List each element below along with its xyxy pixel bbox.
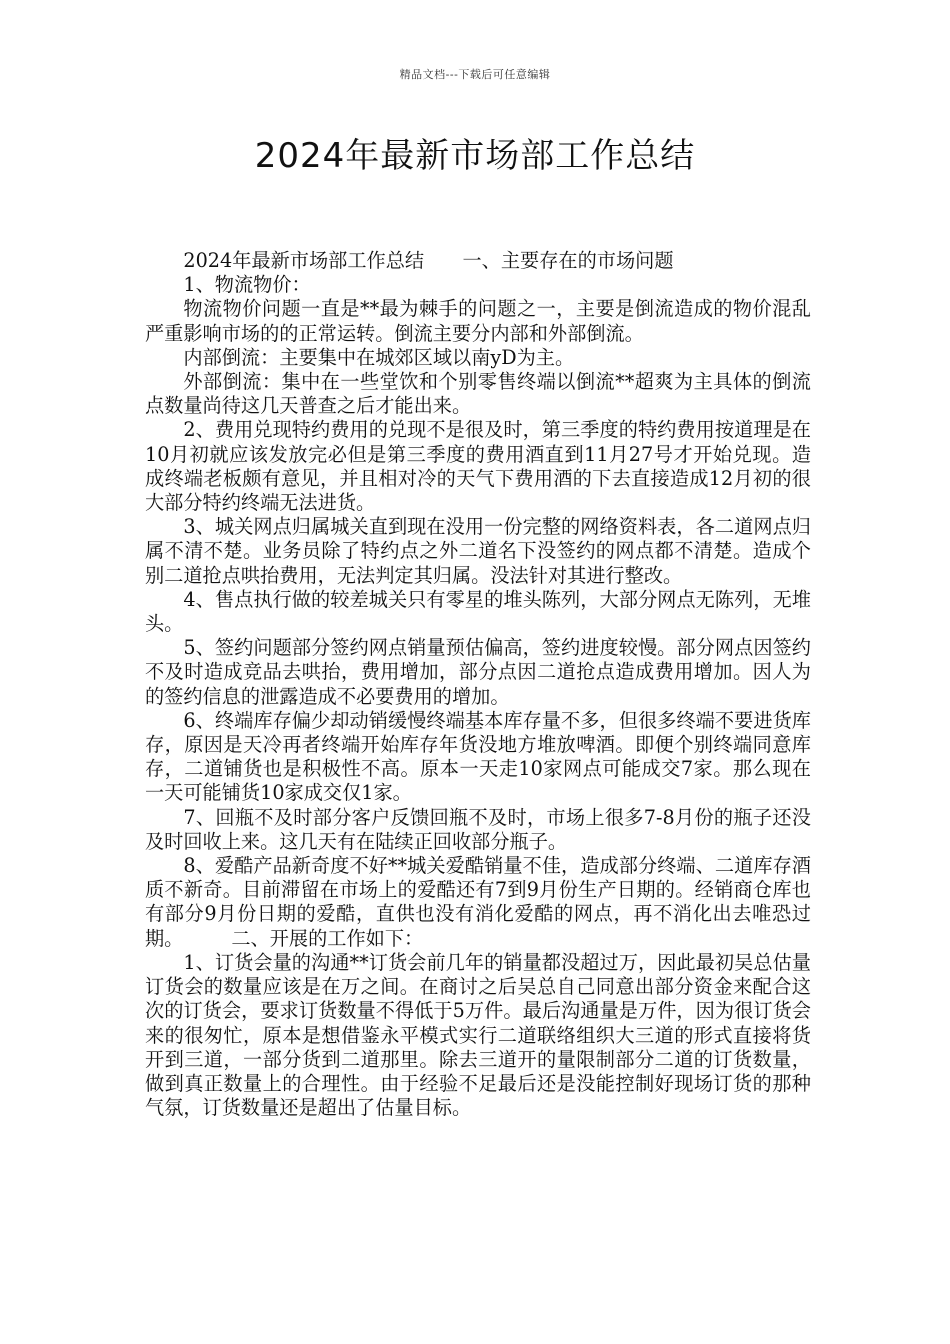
body-paragraph: 7、回瓶不及时部分客户反馈回瓶不及时，市场上很多7-8月份的瓶子还没及时回收上来。这几天有在陆续正回收部分瓶子。 xyxy=(145,805,811,853)
body-paragraph: 物流物价问题一直是**最为棘手的问题之一，主要是倒流造成的物价混乱严重影响市场的的正常运转。倒流主要分内部和外部倒流。 xyxy=(145,297,811,345)
page-header-note: 精品文档---下载后可任意编辑 xyxy=(399,68,551,81)
body-paragraph: 8、爱酷产品新奇度不好**城关爱酷销量不佳，造成部分终端、二道库存酒质不新奇。目前滞留在市场上的爱酷还有7到9月份生产日期的。经销商仓库也有部分9月份日期的爱酷，直供也没有消化爱酷的网点，再不消化出去唯恐过期。 二、开展的工作如下： xyxy=(145,854,811,950)
document-body xyxy=(145,249,811,1120)
body-paragraph: 4、售点执行做的较差城关只有零星的堆头陈列，大部分网点无陈列，无堆头。 xyxy=(145,587,811,636)
body-paragraph: 2、费用兑现特约费用的兑现不是很及时，第三季度的特约费用按道理是在10月初就应该发放完必但是第三季度的费用酒直到11月27号才开始兑现。造成终端老板颇有意见，并且相对冷的天气下费用酒的下去直接造成12月初的很大部分特约终端无法进货。 xyxy=(145,418,811,515)
body-paragraph: 3、城关网点归属城关直到现在没用一份完整的网络资料表，各二道网点归属不清不楚。业务员除了特约点之外二道名下没签约的网点都不清楚。造成个别二道抢点哄抬费用，无法判定其归属。没法针对其进行整改。 xyxy=(145,515,811,587)
body-paragraph: 1、订货会量的沟通**订货会前几年的销量都没超过万，因此最初吴总估量订货会的数量应该是在万之间。在商讨之后吴总自己同意出部分资金来配合这次的订货会，要求订货数量不得低于5万件。最后沟通量是万件，因为很订货会来的很匆忙，原本是想借鉴永平模式实行二道联络组织大三道的形式直接将货开到三道，一部分货到二道那里。除去三道开的量限制部分二道的订货数量，做到真正数量上的合理性。由于经验不足最后还是没能控制好现场订货的那种气氛，订货数量还是超出了估量目标。 xyxy=(145,950,811,1120)
body-paragraph: 6、终端库存偏少却动销缓慢终端基本库存量不多，但很多终端不要进货库存，原因是天冷再者终端开始库存年货没地方堆放啤酒。即便个别终端同意库存，二道铺货也是积极性不高。原本一天走10家网点可能成交7家。那么现在一天可能铺货10家成交仅1家。 xyxy=(145,708,811,805)
body-paragraph: 2024年最新市场部工作总结 一、主要存在的市场问题 xyxy=(183,249,674,272)
body-paragraph: 外部倒流：集中在一些堂饮和个别零售终端以倒流**超爽为主具体的倒流点数量尚待这几天普查之后才能出来。 xyxy=(145,370,811,418)
body-paragraph: 5、签约问题部分签约网点销量预估偏高，签约进度较慢。部分网点因签约不及时造成竞品去哄抬，费用增加，部分点因二道抢点造成费用增加。因人为的签约信息的泄露造成不必要费用的增加。 xyxy=(145,636,811,708)
document-title: 2024年最新市场部工作总结 xyxy=(254,136,696,176)
body-paragraph: 内部倒流：主要集中在城郊区域以南yD为主。 xyxy=(183,345,575,369)
body-paragraph: 1、物流物价： xyxy=(183,273,311,297)
